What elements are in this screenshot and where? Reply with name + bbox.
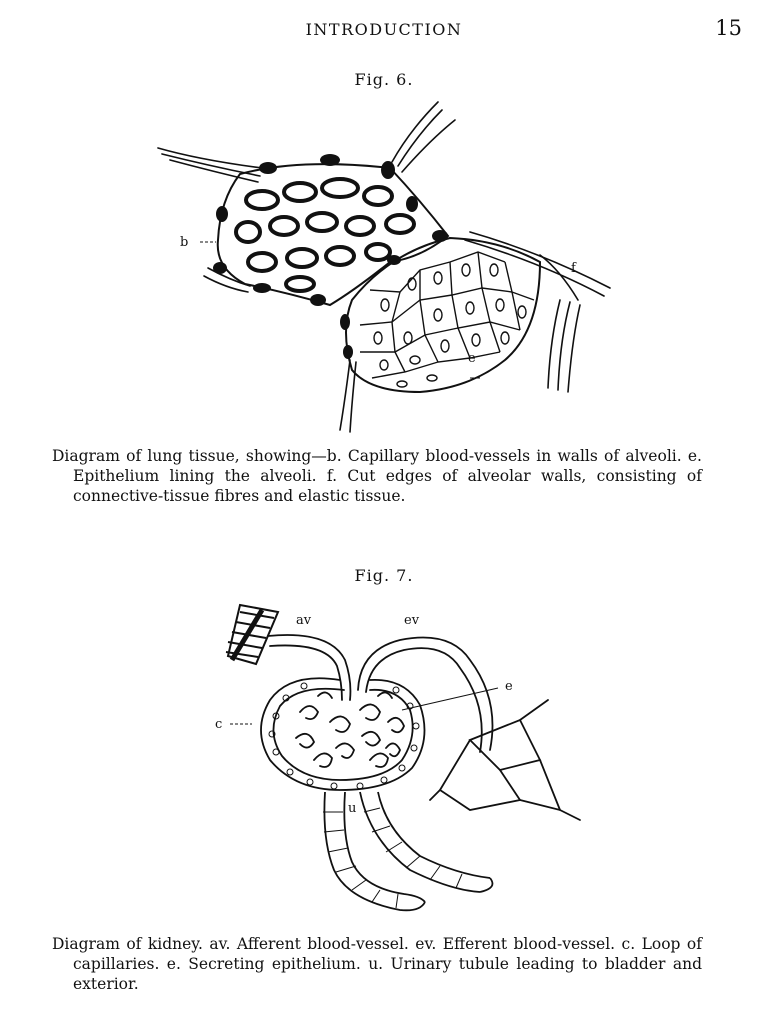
fig6-callout-b: b	[180, 235, 189, 250]
figure-6-label: Fig. 6.	[354, 70, 414, 89]
figure-7-kidney-illustration	[0, 594, 768, 924]
figure-7-caption-text: Diagram of kidney. av. Afferent blood-vessel. ev. Efferent blood-vessel. c. Loop of capillaries. e. Secreting epithelium. u. Urinary tubule leading to bladder and exterior.	[52, 935, 702, 993]
running-header: INTRODUCTION	[305, 20, 463, 39]
figure-6-caption	[52, 446, 702, 506]
fig7-callout-ev: ev	[404, 613, 420, 628]
figure-7-label: Fig. 7.	[354, 566, 414, 585]
fig6-callout-e: e	[468, 351, 476, 366]
page-number: 15	[715, 16, 742, 40]
figure-6-caption-text: Diagram of lung tissue, showing—b. Capillary blood-vessels in walls of alveoli. e. Epithelium lining the alveoli. f. Cut edges of alveolar walls, consisting of connective-tissue fibres and elastic tissue.	[52, 447, 702, 505]
figure-7-caption	[52, 934, 702, 994]
fig7-callout-av: av	[296, 613, 312, 628]
fig7-callout-u: u	[348, 801, 357, 816]
figure-6-lung-tissue-illustration	[0, 98, 768, 438]
fig7-callout-c: c	[215, 717, 223, 732]
fig7-callout-e: e	[505, 679, 513, 694]
fig6-callout-f: f	[571, 261, 576, 276]
